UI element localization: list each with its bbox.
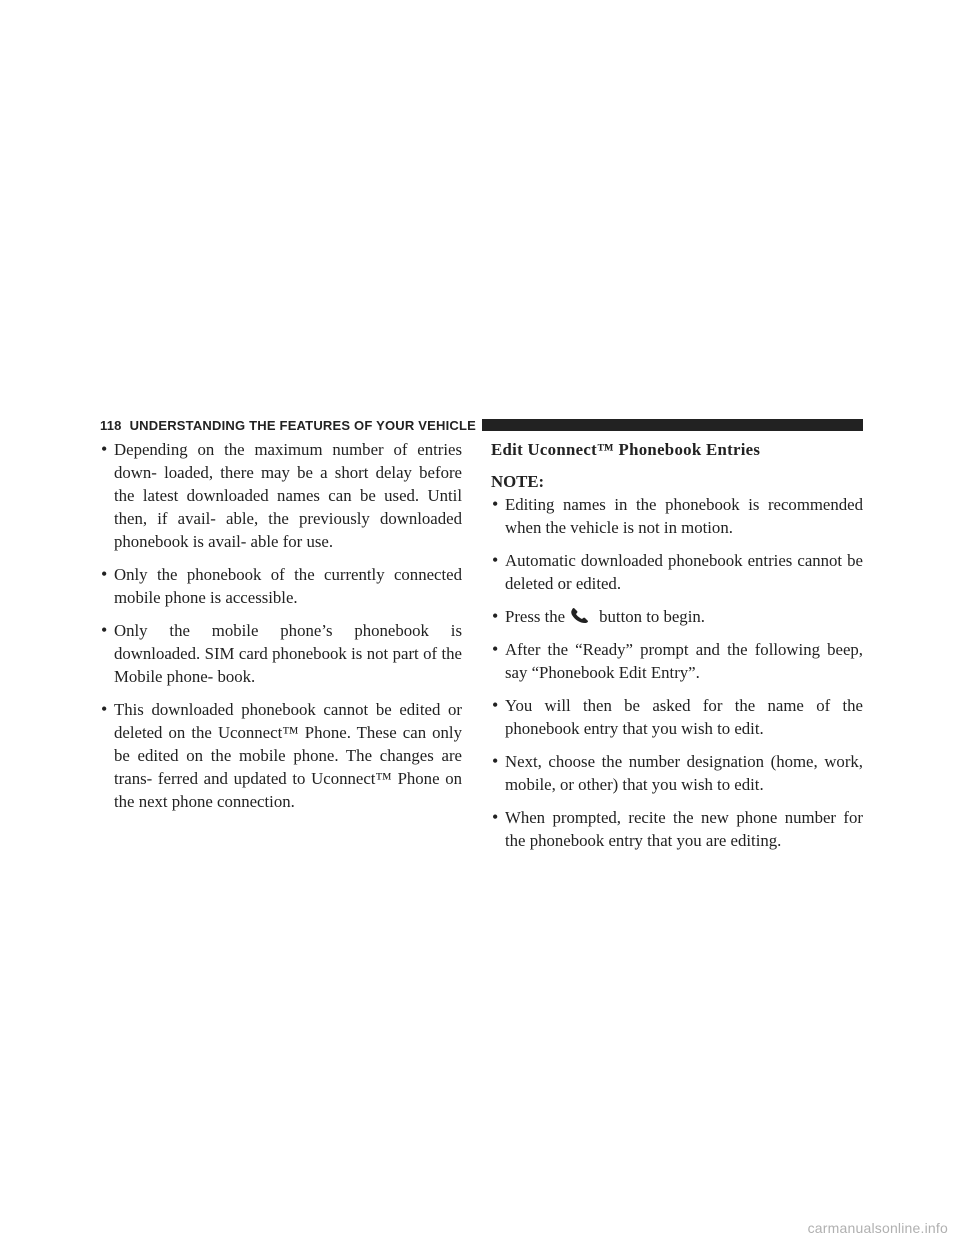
watermark: carmanualsonline.info: [807, 1220, 948, 1236]
list-item: • Only the mobile phone’s phonebook is downloaded. SIM card phonebook is not part of the Mobile phone- book.: [101, 620, 462, 686]
list-item: • Only the phonebook of the currently connected mobile phone is accessible.: [101, 564, 462, 607]
bullet-icon: •: [101, 620, 108, 640]
right-bullet-list: [491, 493, 863, 852]
section-header-title: UNDERSTANDING THE FEATURES OF YOUR VEHICLE: [129, 417, 476, 433]
phone-icon: [569, 608, 591, 624]
list-item: • When prompted, recite the new phone number for the phonebook entry that you are editing.: [492, 807, 863, 850]
section-title: Edit Uconnect™ Phonebook Entries: [491, 440, 761, 459]
left-bullet-list: [100, 438, 462, 813]
list-item: [491, 605, 863, 628]
bullet-icon: •: [101, 439, 108, 459]
list-item: • Automatic downloaded phonebook entries cannot be deleted or edited.: [492, 550, 863, 593]
list-item: • This downloaded phonebook cannot be edited or deleted on the Uconnect™ Phone. These can only be edited on the mobile phone. The changes are trans- ferred and updated to Uconnect™ Phone on the next phone connection.: [101, 699, 462, 811]
list-item: • You will then be asked for the name of the phonebook entry that you wish to edit.: [492, 695, 863, 738]
list-item: • Editing names in the phonebook is recommended when the vehicle is not in motion.: [492, 494, 863, 537]
bullet-icon: •: [492, 695, 499, 715]
list-item: • After the “Ready” prompt and the following beep, say “Phonebook Edit Entry”.: [492, 639, 863, 682]
header-rule: [482, 419, 863, 431]
bullet-icon: •: [492, 550, 499, 570]
list-item: • Next, choose the number designation (home, work, mobile, or other) that you wish to edit.: [492, 751, 863, 794]
note-label: NOTE:: [491, 472, 545, 491]
bullet-icon: •: [492, 606, 499, 626]
bullet-icon: •: [492, 751, 499, 771]
bullet-icon: •: [492, 494, 499, 514]
press-text-before: Press the: [505, 607, 566, 626]
page-number: 118: [100, 417, 122, 433]
bullet-icon: •: [492, 639, 499, 659]
bullet-icon: •: [101, 699, 108, 719]
bullet-icon: •: [492, 807, 499, 827]
page-header: [100, 416, 863, 434]
bullet-icon: •: [101, 564, 108, 584]
list-item: • Depending on the maximum number of entries down- loaded, there may be a short delay before the latest downloaded names can be used. Until then, if avail- able, the previously downloaded phonebook is avail- able for use.: [101, 439, 462, 551]
right-column: [491, 438, 863, 862]
left-column: [100, 438, 462, 823]
press-text-after: button to begin.: [599, 607, 705, 626]
